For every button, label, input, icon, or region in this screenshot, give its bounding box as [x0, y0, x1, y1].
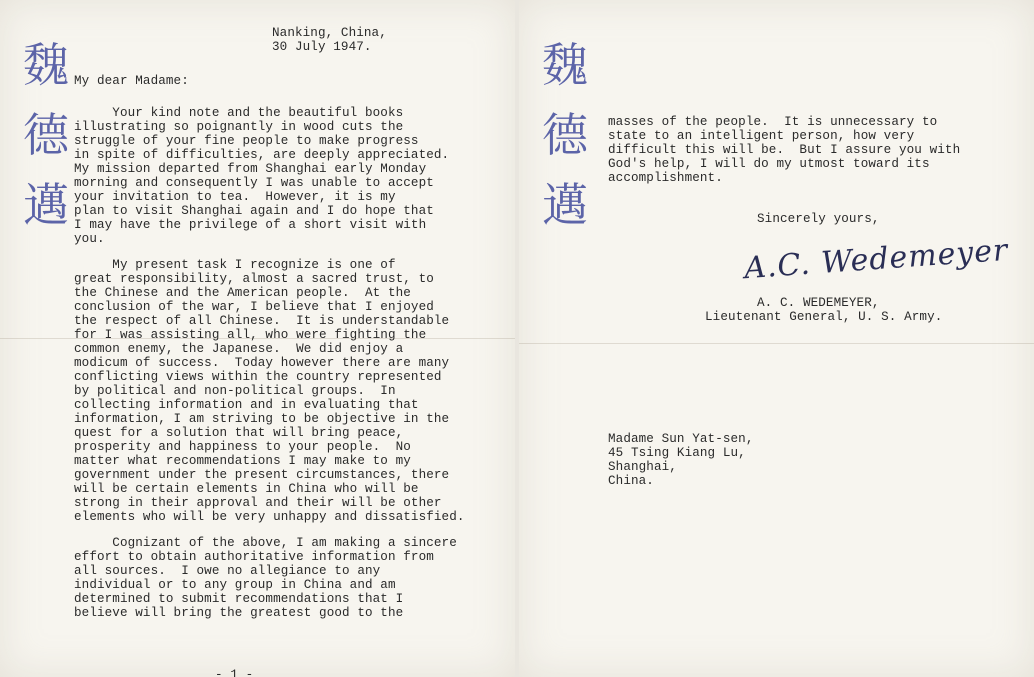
salutation: My dear Madame:	[74, 74, 189, 88]
paragraph: Your kind note and the beautiful books illustrating so poignantly in wood cuts the struggle of your fine people to make progress in spite of difficulties, are deeply appreciated. My mission departed from Shanghai early Monday morning and consequently I was unable to accept your invitation to tea. However, it is my plan to visit Shanghai again and I do hope that I may have the privilege of a short visit with you.	[74, 106, 450, 246]
signer-name: A. C. WEDEMEYER,	[757, 296, 880, 310]
seal-character: 魏	[542, 38, 588, 92]
letter-page-1	[0, 0, 515, 677]
seal-character: 德	[23, 108, 69, 162]
closing: Sincerely yours,	[757, 212, 880, 226]
seal-character: 魏	[23, 38, 69, 92]
seal-character: 德	[542, 108, 588, 162]
paragraph: masses of the people. It is unnecessary to state to an intelligent person, how very difficult this will be. But I assure you with God's help, I will do my utmost toward its accomplishment.	[608, 115, 961, 185]
paragraph: Cognizant of the above, I am making a sincere effort to obtain authoritative information from all sources. I owe no allegiance to any individual or to any group in China and am determined to submit recommendations that I believe will bring the greatest good to the	[74, 536, 457, 620]
paragraph: My present task I recognize is one of great responsibility, almost a sacred trust, to the Chinese and the American people. At the conclusion of the war, I believe that I enjoyed the respect of all Chinese. It is understandable for I was assisting all, who were fighting the common enemy, the Japanese. We did enjoy a modicum of success. Today however there are many conflicting views within the country represented by political and non-political groups. In collecting information and in evaluating that information, I am striving to be objective in the quest for a solution that will bring peace, prosperity and happiness to your people. No matter what recommendations I may make to my government under the present circumstances, there will be certain elements in China who will be strong in their approval and their will be other elements who will be very unhappy and dissatisfied.	[74, 258, 465, 524]
signer-title: Lieutenant General, U. S. Army.	[705, 310, 943, 324]
seal-character: 邁	[542, 178, 588, 232]
seal-character: 邁	[23, 178, 69, 232]
letter-place: Nanking, China,	[272, 26, 387, 40]
handwritten-signature: A.C. Wedemeyer	[743, 232, 1010, 287]
letter-date: 30 July 1947.	[272, 40, 372, 54]
page-number: - 1 -	[215, 668, 254, 677]
fold-line	[519, 343, 1034, 344]
chinese-name-seal	[539, 30, 591, 240]
letter-page-2	[519, 0, 1034, 677]
chinese-name-seal	[20, 30, 72, 240]
recipient-address: Madame Sun Yat-sen, 45 Tsing Kiang Lu, Shanghai, China.	[608, 432, 754, 488]
